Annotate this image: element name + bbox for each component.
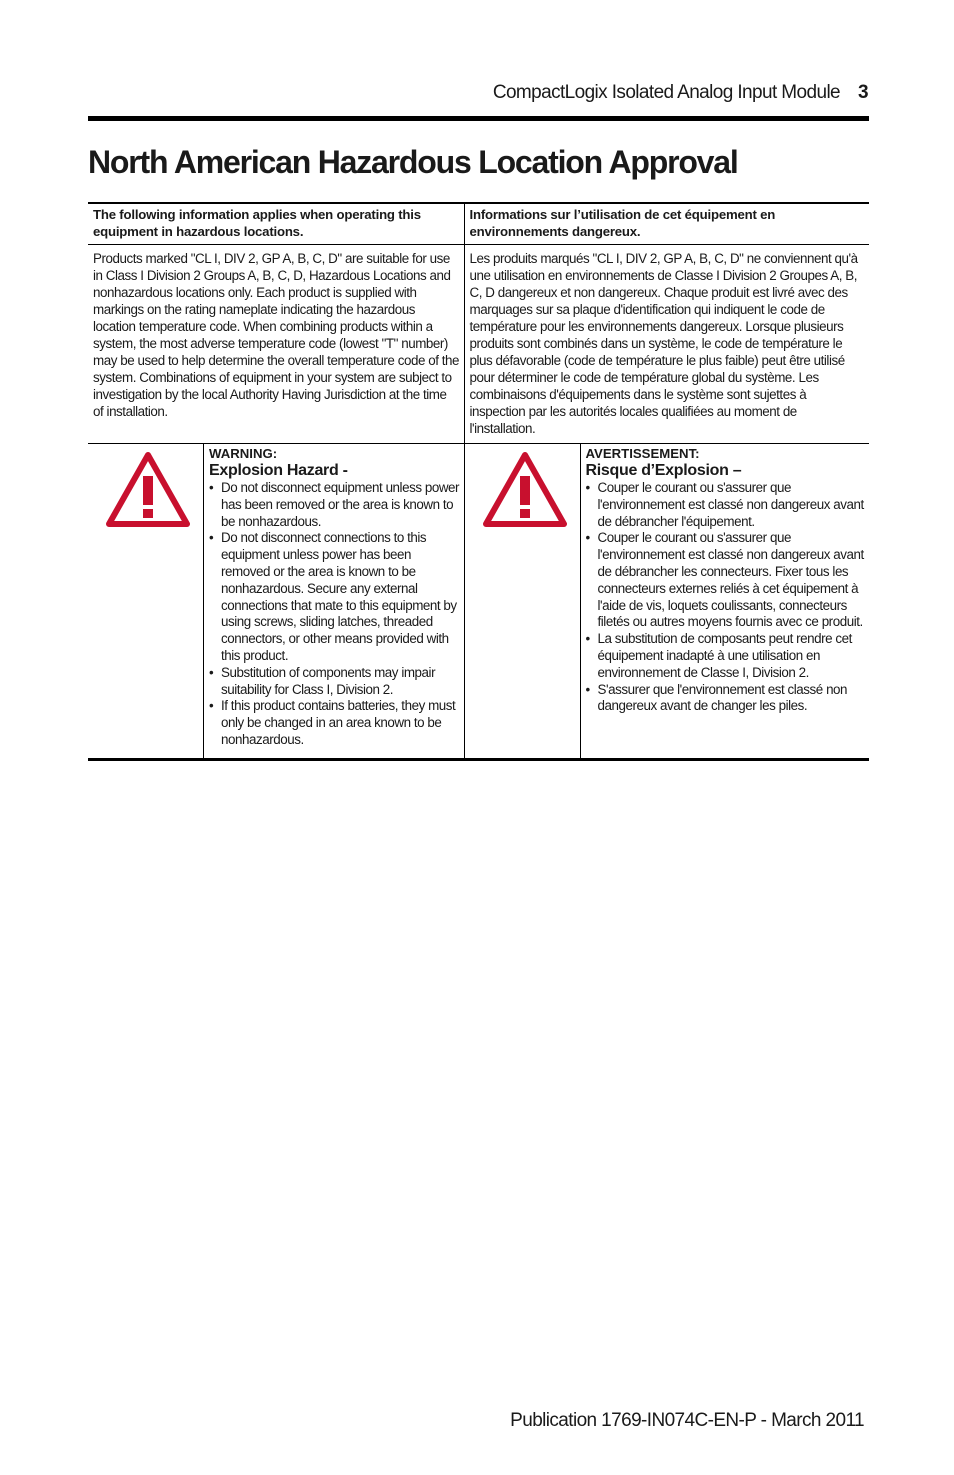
french-warning-cell [464, 444, 869, 760]
avertissement-label: AVERTISSEMENT: [585, 446, 700, 461]
warning-label: WARNING: [209, 446, 278, 461]
list-item: • Couper le courant ou s'assurer que l'environnement est classé non dangereux avant de débrancher l'équipement. [586, 480, 866, 530]
english-warning-text [204, 444, 464, 758]
running-header [88, 82, 868, 104]
publication-footer: Publication 1769-IN074C-EN-P - March 2011 [510, 1410, 864, 1431]
english-warning-list [209, 480, 460, 749]
french-body-cell [464, 245, 869, 444]
page-title: North American Hazardous Location Approval [88, 144, 738, 180]
list-item: • Do not disconnect equipment unless power has been removed or the area is known to be nonhazardous. [209, 480, 460, 530]
table-warning-row [88, 444, 869, 760]
list-item: • Do not disconnect connections to this equipment unless power has been removed or the area is known to be nonhazardous. Secure any external connections that mate to this equipment by using screws, sliding latches, threaded connectors, or other means provided with this product. [209, 530, 460, 664]
table-body-row [88, 245, 869, 444]
list-item: • If this product contains batteries, they must only be changed in an area known to be nonhazardous. [209, 698, 460, 748]
list-item: • Couper le courant ou s'assurer que l'environnement est classé non dangereux avant de débrancher les connecteurs. Fixer tous les connecteurs externes reliés à cet équipement à l'aide de vis, loquets coulissants, connecteurs filetés ou autres moyens fournis avec ce produit. [586, 530, 866, 631]
french-heading: Informations sur l’utilisation de cet équipement en environnements dangereux. [469, 207, 776, 239]
french-warning-icon-cell [465, 444, 581, 758]
avertissement-title: Risque d’Explosion – [585, 462, 742, 479]
english-warning-cell [88, 444, 464, 760]
table-header-row [88, 203, 869, 245]
french-warning-list [586, 480, 866, 715]
warning-triangle-icon [483, 452, 567, 527]
warning-triangle-icon [106, 452, 190, 527]
french-warning-text [581, 444, 870, 758]
warning-title: Explosion Hazard - [209, 462, 348, 479]
running-title: CompactLogix Isolated Analog Input Module [492, 82, 841, 103]
list-item: • La substitution de composants peut rendre cet équipement inadapté à une utilisation en environnement de Classe I, Division 2. [586, 631, 866, 681]
hazardous-location-table [88, 202, 869, 761]
list-item: • Substitution of components may impair suitability for Class I, Division 2. [209, 665, 460, 699]
list-item: • S'assurer que l'environnement est classé non dangereux avant de changer les piles. [586, 682, 866, 716]
english-body-cell [88, 245, 464, 444]
header-rule [88, 116, 869, 121]
english-body: Products marked "CL I, DIV 2, GP A, B, C, D" are suitable for use in Class I Division 2 Groups A, B, C, D, Hazardous Locations and nonhazardous locations only. Each product is supplied with markings on the rating nameplate indicating the hazardous location temperature code. When combining products within a system, the most adverse temperature code (lowest "T" number) may be used to help determine the overall temperature code of the system. Combinations of equipment in your system are subject to investigation by the local Authority Having Jurisdiction at the time of installation. [93, 251, 460, 419]
page-number: 3 [858, 82, 868, 103]
english-warning-icon-cell [88, 444, 204, 758]
french-heading-cell [464, 203, 869, 245]
english-heading-cell [88, 203, 464, 245]
french-body: Les produits marqués "CL I, DIV 2, GP A, B, C, D" ne conviennent qu'à une utilisation en environnements de Classe I Division 2 Groupes A, B, C, D dangereux et non dangereux. Chaque produit est livré avec des marquages sur sa plaque d'identification qui indiquent le code de température pour les environnements dangereux. Lorsque plusieurs produits sont combinés dans un système, le code de température le plus défavorable (code de température le plus faible) peut être utilisé pour déterminer le code de température global du système. Les combinaisons d'équipements dans le système sont sujettes à inspection par les autorités locales qualifiées au moment de l'installation. [469, 251, 858, 436]
english-heading: The following information applies when operating this equipment in hazardous locations. [93, 207, 421, 239]
